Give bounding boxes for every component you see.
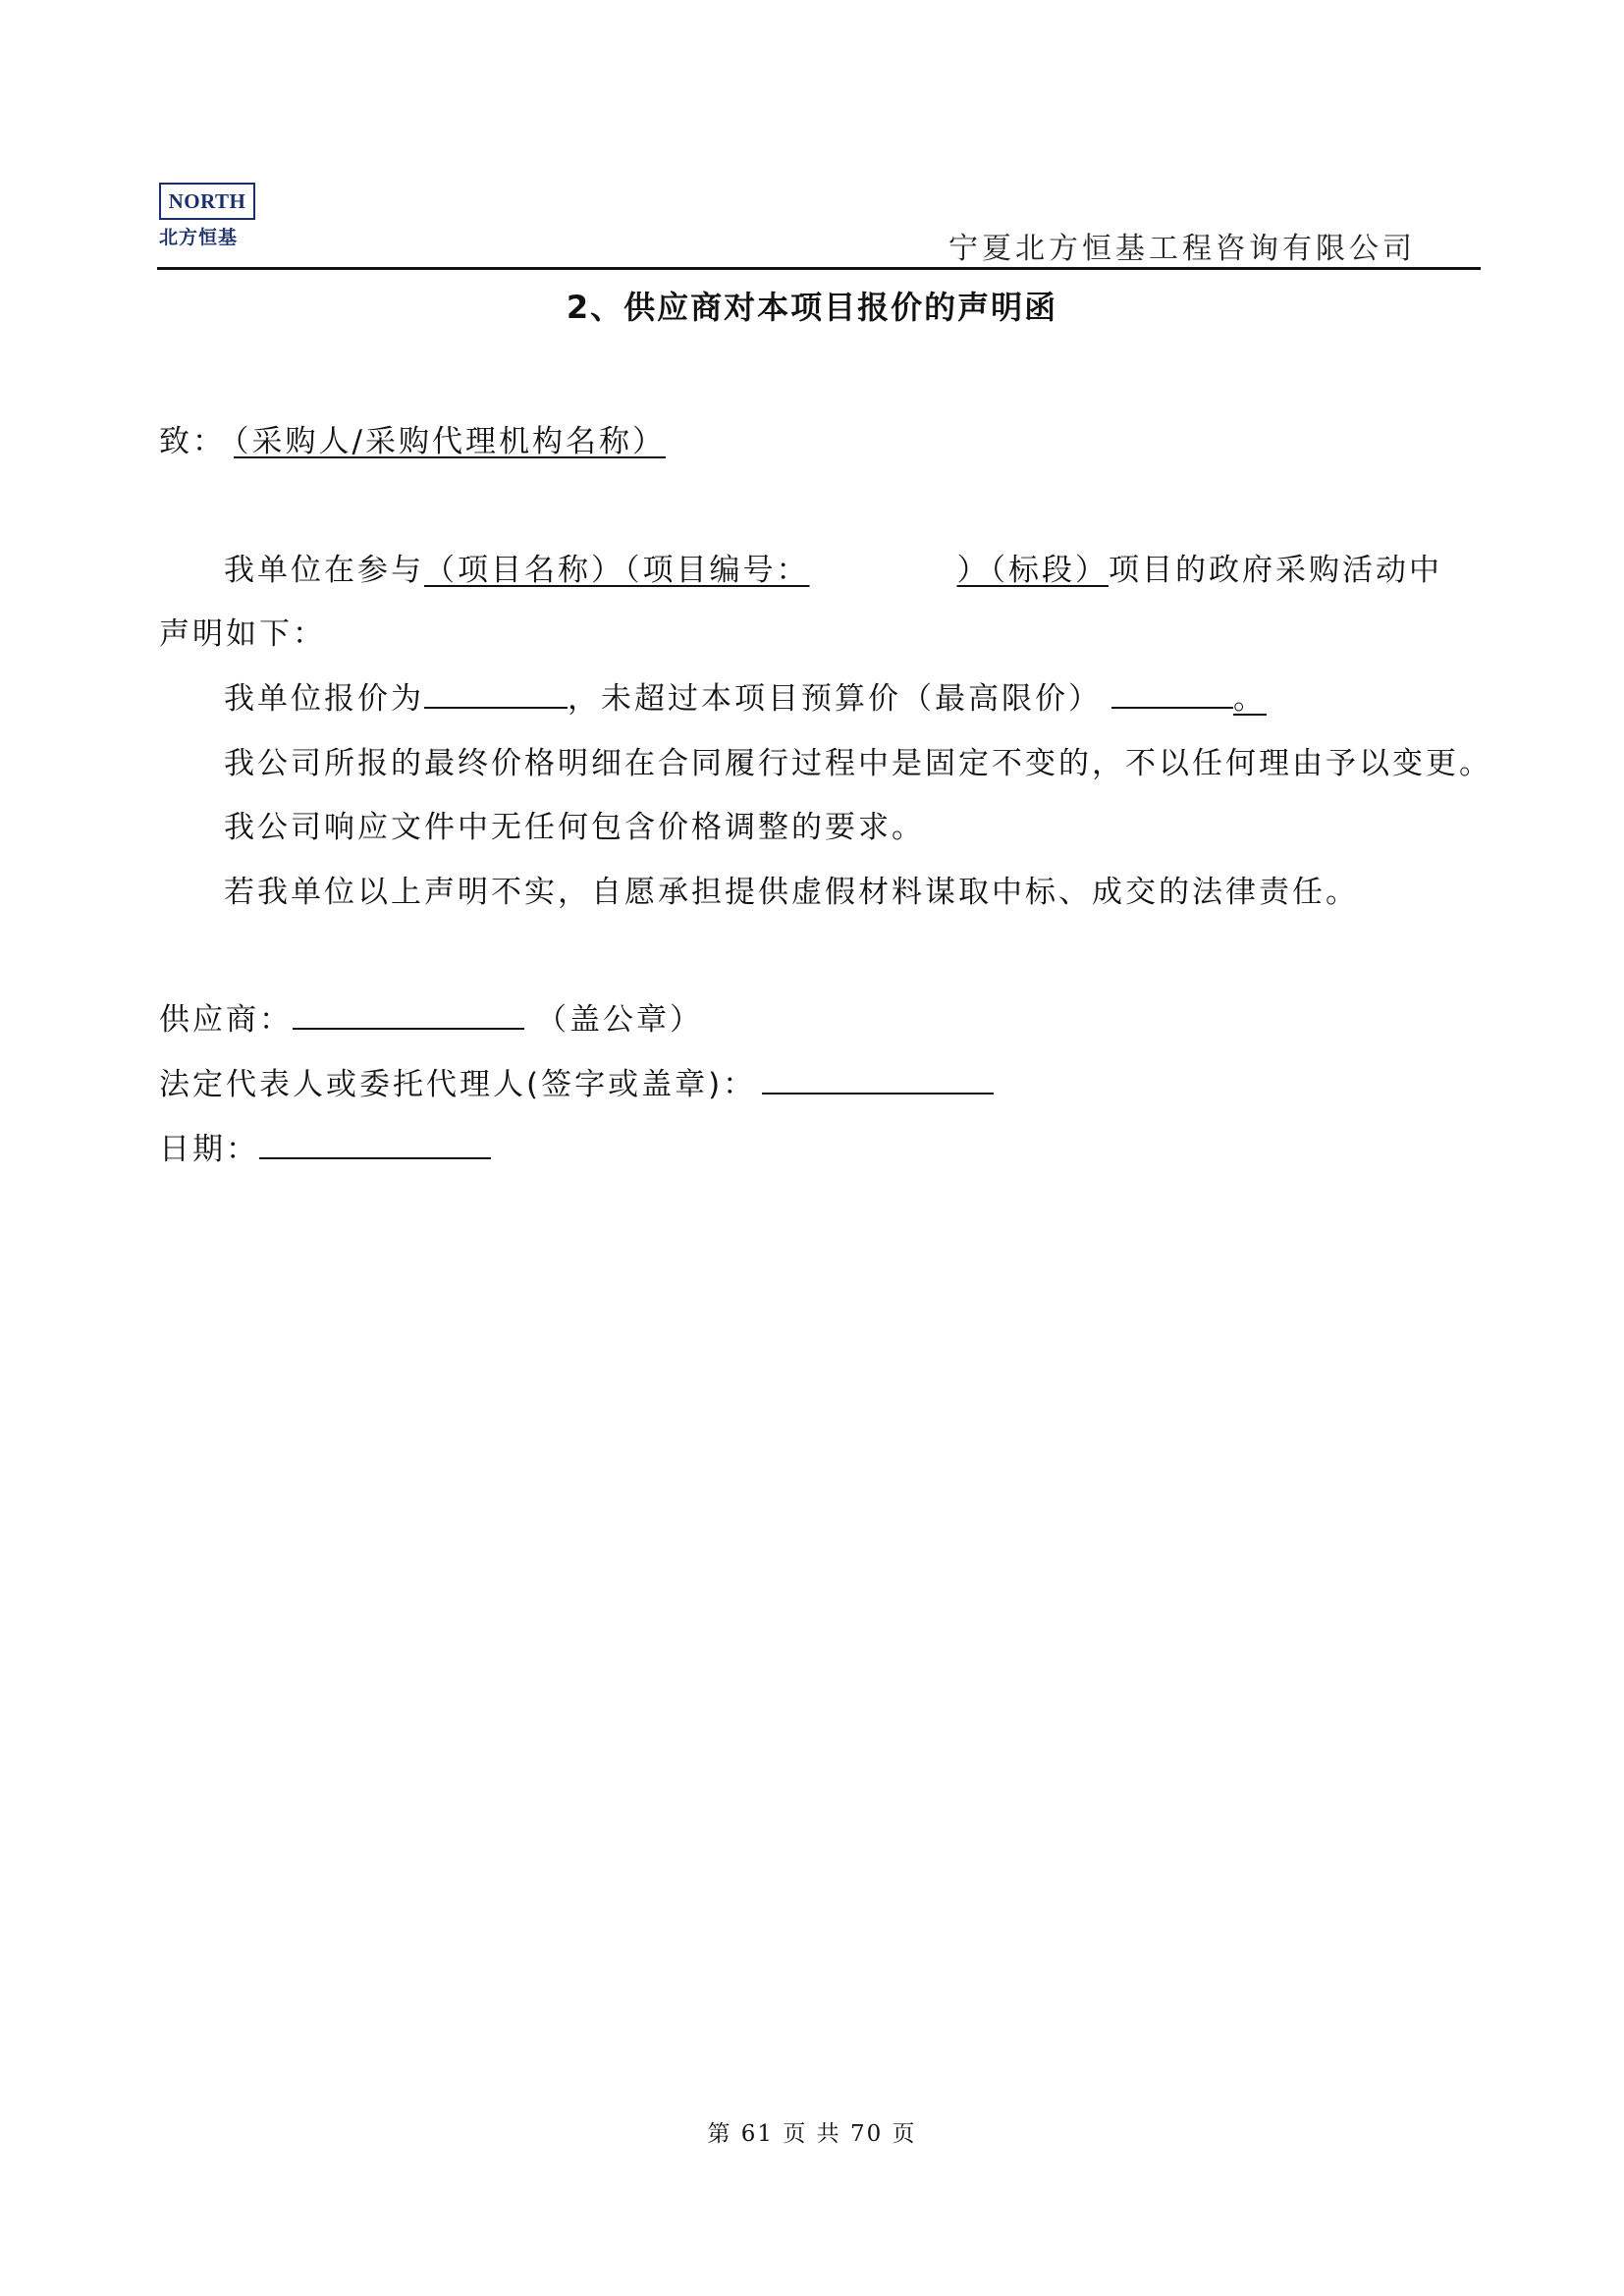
opening-lead: 我单位在参与: [224, 553, 424, 588]
logo-chinese-name: 北方恒基: [159, 227, 239, 248]
statement-liability: 若我单位以上声明不实，自愿承担提供虚假材料谋取中标、成交的法律责任。: [224, 875, 1359, 910]
date-label: 日期：: [159, 1132, 259, 1167]
price-budget-text: ，未超过本项目预算价（最高限价）: [568, 681, 1102, 717]
company-name: 宁夏北方恒基工程咨询有限公司: [948, 232, 1416, 266]
opening-tail: 项目的政府采购活动中: [1109, 553, 1442, 588]
page-number: 第 61 页 共 70 页: [707, 2121, 917, 2147]
statement-fixed-price: 我公司所报的最终价格明细在合同履行过程中是固定不变的，不以任何理由予以变更。: [224, 746, 1492, 781]
representative-label: 法定代表人或委托代理人(签字或盖章)：: [159, 1067, 757, 1102]
header-divider: [157, 267, 1481, 270]
project-name-text: （项目名称）（项目编号：: [424, 553, 810, 588]
supplier-label: 供应商：: [159, 1002, 293, 1038]
date-blank: [259, 1128, 491, 1159]
recipient-placeholder: （采购人/采购代理机构名称）: [234, 424, 666, 459]
logo-wordmark: NORTH: [159, 183, 255, 220]
price-statement: [224, 673, 1267, 718]
seal-note: （盖公章）: [536, 1002, 703, 1038]
representative-line: [159, 1059, 994, 1103]
company-logo: [159, 183, 255, 249]
supplier-line: [159, 994, 703, 1039]
document-title: 2、供应商对本项目报价的声明函: [566, 289, 1058, 326]
price-label: 我单位报价为: [224, 681, 424, 717]
representative-blank: [762, 1063, 994, 1095]
project-section-text: ）（标段）: [956, 553, 1109, 588]
recipient-prefix: 致：: [159, 424, 226, 459]
declaration-opening: [224, 545, 1442, 589]
statement-no-adjustment: 我公司响应文件中无任何包含价格调整的要求。: [224, 810, 925, 845]
max-price-blank: [1111, 677, 1233, 709]
declaration-opening-cont: 声明如下：: [159, 616, 326, 652]
date-line: [159, 1124, 491, 1168]
recipient-line: [159, 416, 666, 460]
price-end: 。: [1233, 681, 1267, 717]
project-info-placeholder: [424, 553, 1109, 588]
price-blank: [424, 677, 568, 709]
supplier-blank: [293, 998, 524, 1030]
